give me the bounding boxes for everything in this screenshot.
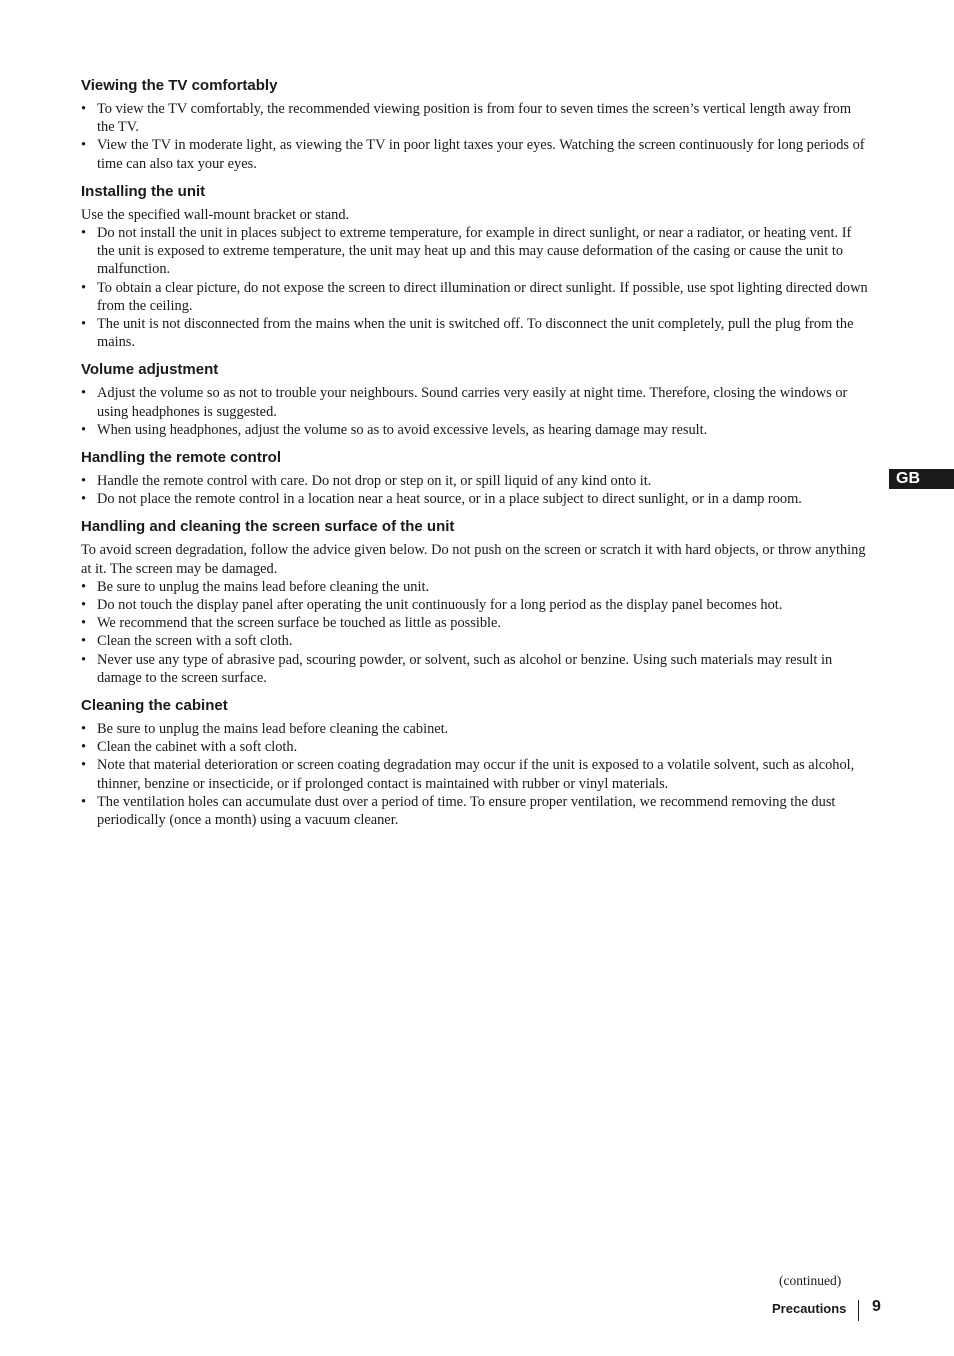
section-heading: Viewing the TV comfortably (81, 77, 278, 94)
section-viewing (81, 76, 871, 173)
list-item: • View the TV in moderate light, as viewing the TV in poor light taxes your eyes. Watching the screen continuously for long periods of time can also tax your eyes. (81, 136, 871, 172)
list-item: • To view the TV comfortably, the recommended viewing position is from four to seven times the screen’s vertical length away from the TV. (81, 100, 871, 136)
list-item: • When using headphones, adjust the volume so as to avoid excessive levels, as hearing damage may result. (81, 421, 871, 439)
list-item: • Do not touch the display panel after operating the unit continuously for a long period as the display panel becomes hot. (81, 596, 871, 614)
bullet-list (81, 720, 871, 829)
section-heading: Handling the remote control (81, 449, 282, 467)
list-item: • Be sure to unplug the mains lead before cleaning the cabinet. (81, 720, 871, 738)
continued-note: (continued) (779, 1273, 842, 1288)
page-content (81, 76, 871, 829)
list-item: • The unit is not disconnected from the mains when the unit is switched off. To disconnect the unit completely, pull the plug from the mains. (81, 315, 871, 351)
section-intro: Use the specified wall-mount bracket or stand. (81, 206, 350, 223)
list-item: • To obtain a clear picture, do not expose the screen to direct illumination or direct sunlight. If possible, use spot lighting directed down from the ceiling. (81, 279, 871, 315)
list-item: • Clean the screen with a soft cloth. (81, 632, 871, 650)
section-intro: To avoid screen degradation, follow the advice given below. Do not push on the screen or scratch it with hard objects, or throw anything at it. The screen may be damaged. (81, 542, 866, 577)
bullet-list (81, 384, 871, 439)
bullet-list (81, 578, 871, 687)
list-item: • The ventilation holes can accumulate dust over a period of time. To ensure proper ventilation, we recommend removing the dust periodically (once a month) using a vacuum cleaner. (81, 793, 871, 829)
list-item: • Be sure to unplug the mains lead before cleaning the unit. (81, 578, 871, 596)
language-tab: GB (889, 469, 954, 489)
page-number: 9 (872, 1298, 881, 1315)
list-item: • Handle the remote control with care. Do not drop or step on it, or spill liquid of any kind onto it. (81, 472, 871, 490)
list-item: • Note that material deterioration or screen coating degradation may occur if the unit is exposed to a volatile solvent, such as alcohol, thinner, benzine or insecticide, or if prolonged contact is maintained with rubber or vinyl materials. (81, 756, 871, 792)
bullet-list (81, 224, 871, 351)
section-cabinet (81, 696, 871, 829)
section-heading: Handling and cleaning the screen surface of the unit (81, 518, 455, 536)
list-item: • We recommend that the screen surface be touched as little as possible. (81, 614, 871, 632)
footer-section-name: Precautions (772, 1301, 847, 1316)
section-remote (81, 448, 871, 508)
section-screen-cleaning (81, 517, 871, 687)
footer-divider (858, 1300, 859, 1321)
list-item: • Never use any type of abrasive pad, scouring powder, or solvent, such as alcohol or benzine. Using such materials may result in damage to the screen surface. (81, 651, 871, 687)
list-item: • Do not place the remote control in a location near a heat source, or in a place subject to direct sunlight, or in a damp room. (81, 490, 871, 508)
list-item: • Do not install the unit in places subject to extreme temperature, for example in direct sunlight, or near a radiator, or heating vent. If the unit is exposed to extreme temperature, the unit may heat up and this may cause deformation of the casing or cause the unit to malfunction. (81, 224, 871, 279)
list-item: • Adjust the volume so as not to trouble your neighbours. Sound carries very easily at night time. Therefore, closing the windows or using headphones is suggested. (81, 384, 871, 420)
section-heading: Volume adjustment (81, 361, 219, 379)
list-item: • Clean the cabinet with a soft cloth. (81, 738, 871, 756)
section-volume (81, 360, 871, 439)
section-installing (81, 182, 871, 352)
section-heading: Cleaning the cabinet (81, 697, 228, 715)
section-heading: Installing the unit (81, 182, 206, 200)
bullet-list (81, 472, 871, 508)
bullet-list (81, 100, 871, 173)
